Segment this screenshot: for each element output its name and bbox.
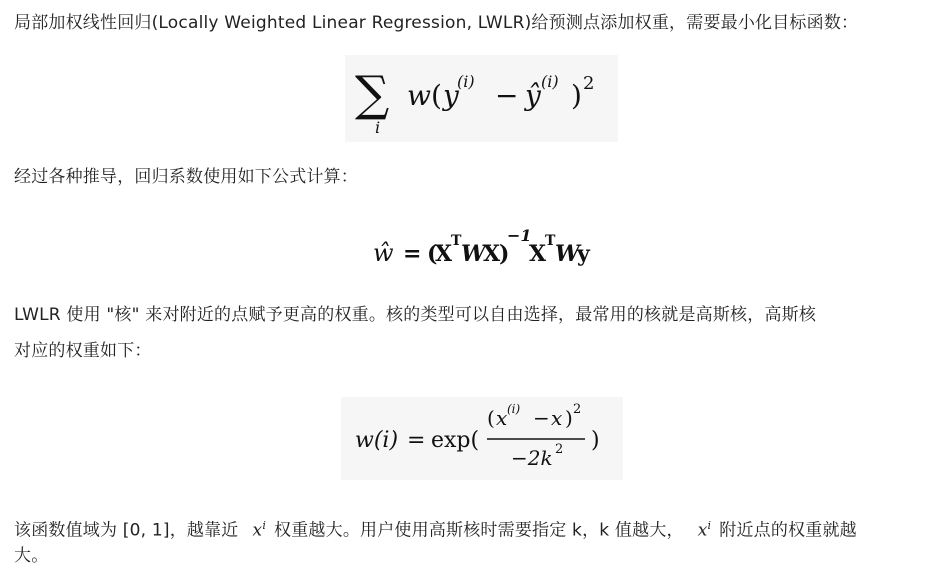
equals-sign: = xyxy=(407,428,426,453)
close-paren: ) xyxy=(571,79,582,112)
numerator-power: 2 xyxy=(573,402,582,417)
numerator-superscript: (i) xyxy=(507,402,521,416)
X-first: X xyxy=(435,241,453,267)
intro-paragraph: 局部加权线性回归(Locally Weighted Linear Regression, LWLR)给预测点添加权重，需要最小化目标函数： xyxy=(14,13,859,33)
y-superscript: (i) xyxy=(457,72,475,91)
inline-x-sup: i xyxy=(707,519,712,532)
gaussian-weight-formula xyxy=(341,397,623,480)
inline-x-i-first xyxy=(253,511,267,546)
range-text-part1: 该函数值域为 [0, 1]，越靠近 xyxy=(14,520,239,541)
yhat-symbol: ŷ xyxy=(525,79,541,112)
derivation-paragraph: 经过各种推导，回归系数使用如下公式计算： xyxy=(14,167,358,187)
inline-x-base: x xyxy=(697,520,708,541)
exp-function: exp( xyxy=(431,428,480,453)
open-paren: ( xyxy=(427,241,438,267)
coefficient-formula-svg xyxy=(345,213,618,283)
T-second: T xyxy=(545,233,556,249)
gaussian-formula-svg xyxy=(341,397,623,480)
numerator-minus: − xyxy=(533,406,550,430)
range-paragraph-line1 xyxy=(14,511,857,546)
exp-close: ) xyxy=(591,428,600,453)
numerator-open: ( xyxy=(487,406,495,430)
y-vector: y xyxy=(577,241,590,267)
kernel-paragraph-line1: LWLR 使用 "核" 来对附近的点赋予更高的权重。核的类型可以自由选择，最常用的核就是高斯核，高斯核 xyxy=(14,305,817,325)
objective-formula xyxy=(345,55,618,142)
denominator-power: 2 xyxy=(555,442,564,457)
inline-x-sup: i xyxy=(262,519,267,532)
range-text-part3: 附近点的权重就越 xyxy=(719,520,857,541)
equals-sign: = xyxy=(403,241,422,267)
T-first: T xyxy=(451,233,462,249)
weight-lhs: w(i) xyxy=(355,428,399,453)
inline-x-i-second xyxy=(698,511,712,546)
kernel-paragraph-line2: 对应的权重如下： xyxy=(14,341,152,361)
sum-symbol: ∑ xyxy=(355,66,390,122)
numerator-x-i: x xyxy=(496,406,508,430)
W-second: W xyxy=(555,241,580,267)
objective-formula-svg xyxy=(345,55,618,142)
numerator-x: x xyxy=(551,406,563,430)
inline-x-base: x xyxy=(252,520,263,541)
weight-symbol: w xyxy=(407,79,431,112)
denominator: −2k xyxy=(511,446,553,470)
yhat-superscript: (i) xyxy=(541,72,559,91)
numerator-close: ) xyxy=(565,406,573,430)
y-symbol: y xyxy=(443,79,459,112)
sum-index: i xyxy=(375,118,381,137)
minus-sign: − xyxy=(495,79,519,112)
W-first: W xyxy=(461,241,486,267)
range-paragraph-line2: 大。 xyxy=(14,546,49,566)
power-two: 2 xyxy=(583,73,595,94)
coefficient-formula xyxy=(345,213,618,283)
close-paren: ) xyxy=(499,241,510,267)
X-third: X xyxy=(529,241,547,267)
open-paren: ( xyxy=(431,79,442,112)
range-text-part2: 权重越大。用户使用高斯核时需要指定 k，k 值越大， xyxy=(274,520,684,541)
inverse-exponent: −1 xyxy=(507,226,532,245)
X-second: X xyxy=(483,241,501,267)
w-hat: ŵ xyxy=(373,239,394,267)
